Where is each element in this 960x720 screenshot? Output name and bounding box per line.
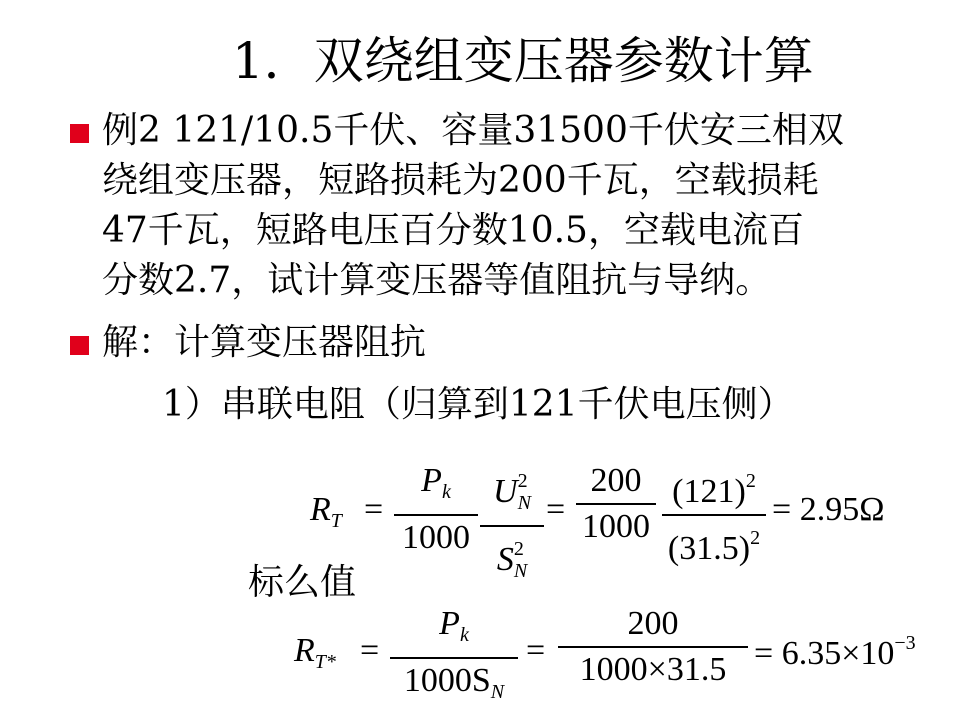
equals-sign: = [546, 491, 566, 528]
formula2-lhs: $R_{T*}$ [294, 632, 336, 673]
formula1-frac-pk-1000: $P_k$ 1000 [394, 461, 478, 558]
example-line-2: 绕组变压器，短路损耗为200千瓦，空载损耗 [102, 160, 819, 201]
equals-sign: = [360, 632, 380, 669]
red-square-bullet-icon [70, 124, 89, 143]
slide-title: 1．双绕组变压器参数计算 [232, 32, 814, 90]
equals-sign: = [526, 632, 546, 669]
per-unit-resistance-formula [294, 606, 934, 716]
red-square-bullet-icon [70, 336, 89, 355]
formula2-frac-pk-1000sn: $P_k$ $1000S_N$ [390, 604, 518, 712]
equals-sign: = [364, 491, 384, 528]
formula2-frac-200-1000x31.5: 200 1000×31.5 [558, 604, 748, 690]
example-text [102, 106, 952, 306]
example-line-4: 分数2.7，试计算变压器等值阻抗与导纳。 [102, 260, 772, 301]
solution-text: 解：计算变压器阻抗 [102, 322, 427, 363]
formula1-frac-200-1000: 200 1000 [576, 461, 656, 547]
formula1-frac-un-sn: $U^2_N$ $S^2_N$ [480, 461, 544, 591]
example-line-1: 例2 121/10.5千伏、容量31500千伏安三相双 [102, 110, 844, 151]
formula1-result: = 2.95Ω [772, 491, 885, 528]
series-resistance-formula [310, 455, 910, 582]
example-line-3: 47千瓦，短路电压百分数10.5，空载电流百 [102, 210, 804, 251]
formula1-lhs: $R_T$ [310, 491, 342, 532]
per-unit-label: 标么值 [248, 562, 357, 603]
formula2-result: = $6.35\times 10^{-3}$ [754, 632, 916, 672]
formula1-frac-121-31.5: $(121)^2$ $(31.5)^2$ [662, 461, 766, 569]
step-1-heading: 1）串联电阻（归算到121千伏电压侧） [162, 384, 794, 425]
